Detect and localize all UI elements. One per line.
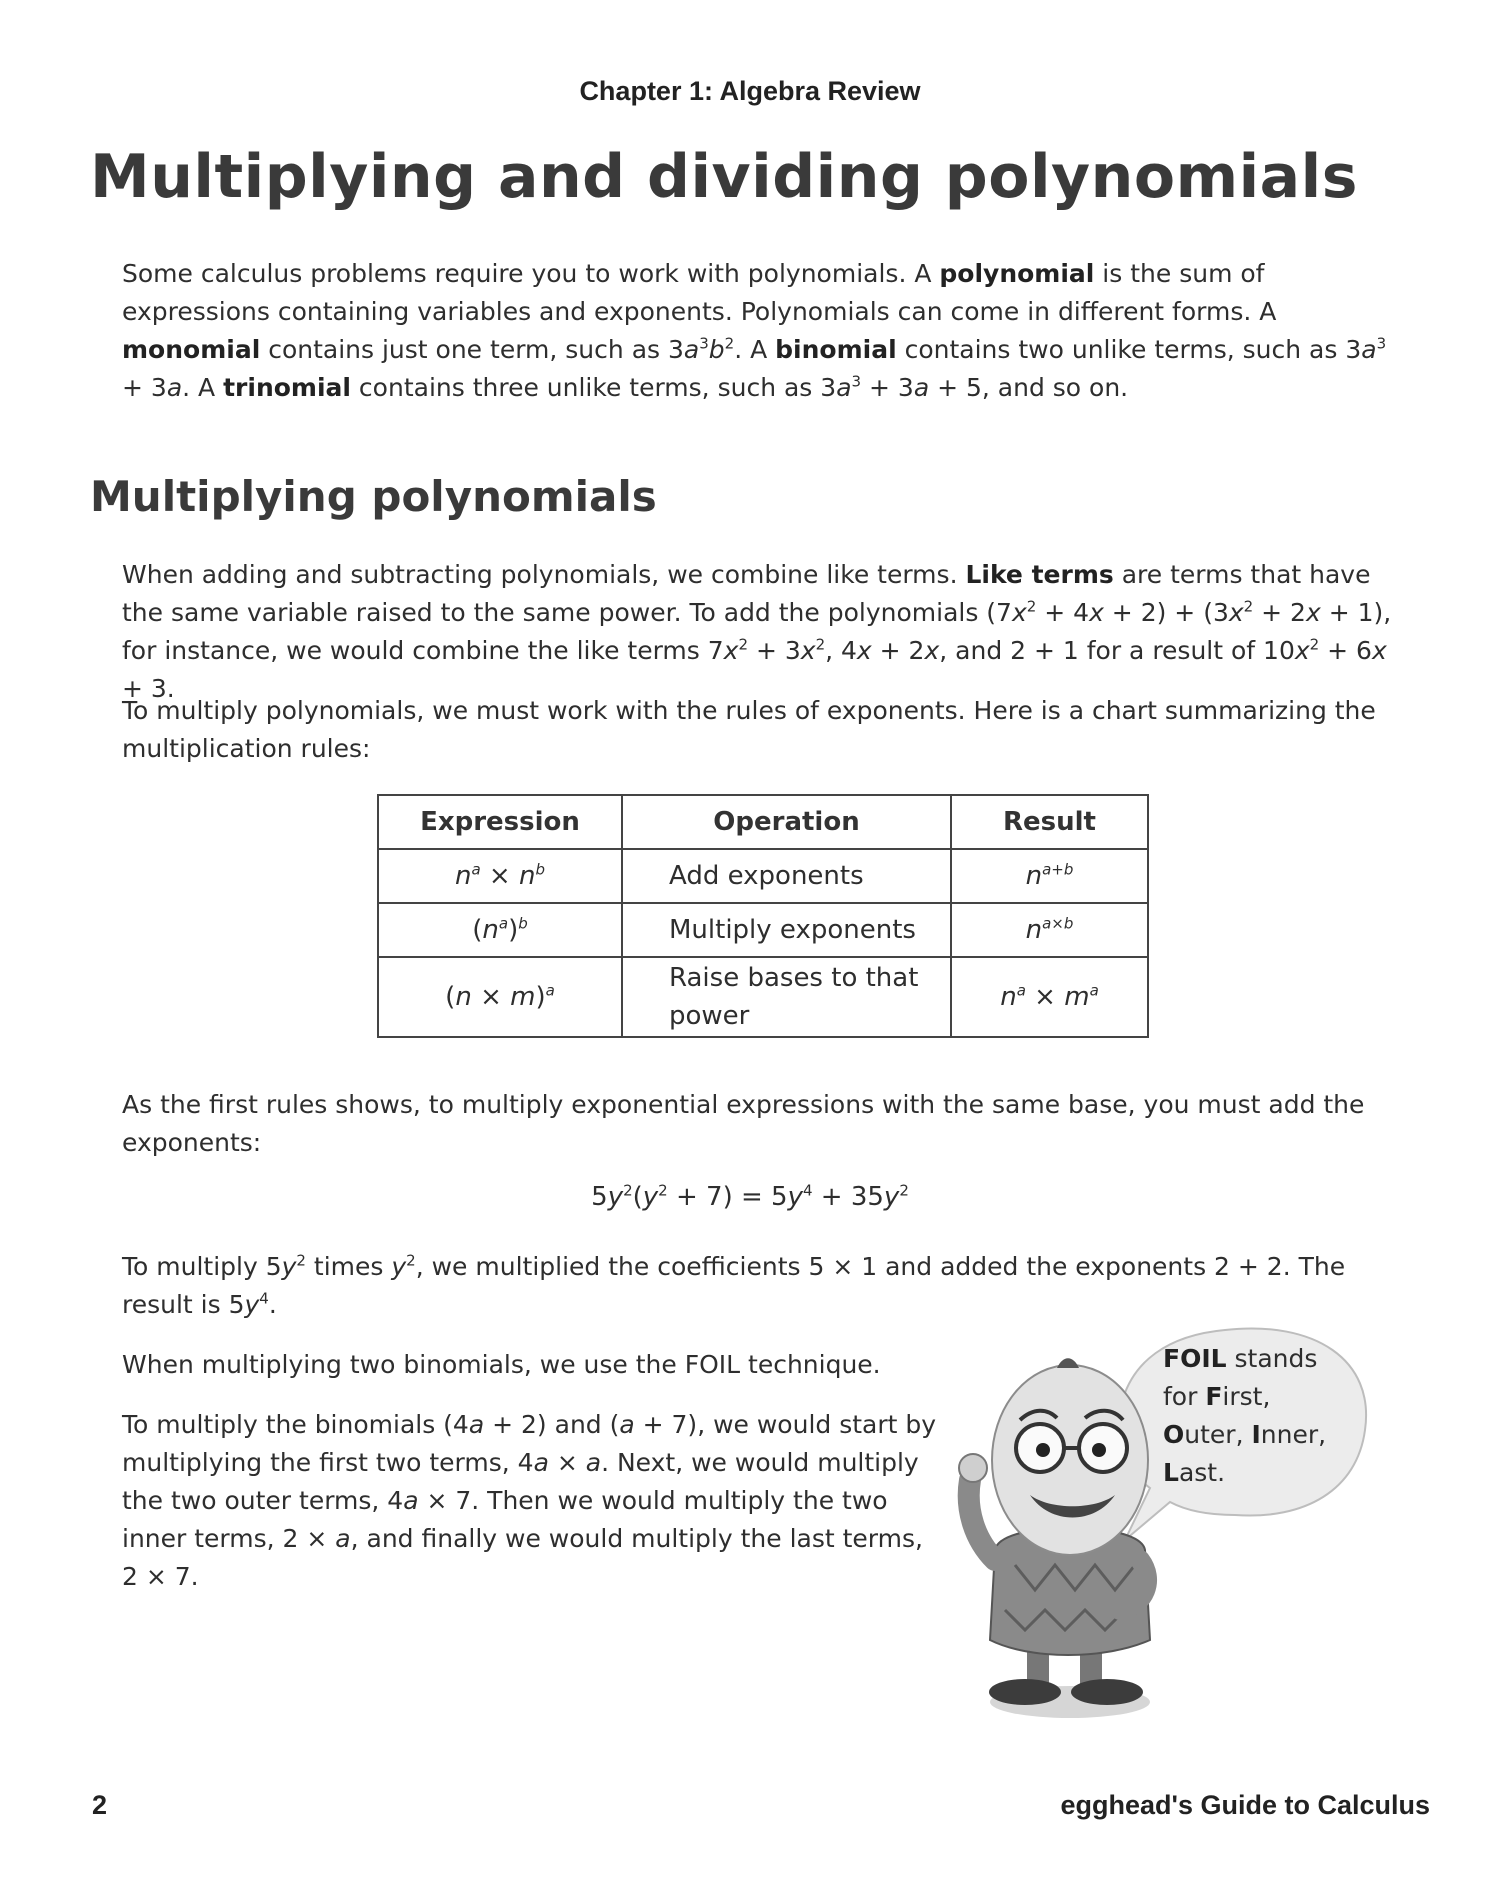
section-title: Multiplying polynomials	[90, 472, 657, 521]
table-header: Operation	[622, 795, 951, 849]
table-header: Expression	[378, 795, 622, 849]
example-equation: $5y^2(y^2 + 7) = 5y^4 + 35y^2$	[591, 1181, 909, 1212]
page-title: Multiplying and dividing polynomials	[90, 142, 1358, 212]
coefficients-paragraph: To multiply $5y^2$ times $y^2$, we multiplied the coefficients 5 × 1 and added the exponents 2 + 2. The result is $5y^4$.	[122, 1251, 1346, 1319]
table-row	[378, 903, 1148, 957]
foil-speech-bubble: FOIL stands for First, Outer, Inner, Last.	[1163, 1344, 1327, 1487]
table-row	[378, 849, 1148, 903]
like-terms-paragraph: When adding and subtracting polynomials, we combine like terms. Like terms are terms that have the same variable raised to the same power. To add the polynomials $(7x^2 + 4x + 2) + (3x^2 + 2x + 1)$, for instance, we would combine the like terms $7x^2 + 3x^2$, 4x + 2x, and 2 + 1 for a result of $10x^2 + 6x + 3$.	[122, 560, 1392, 703]
chapter-header: Chapter 1: Algebra Review	[579, 76, 921, 106]
table-cell-expression: $(n \times m)^a$	[378, 957, 622, 1037]
page-number: 2	[92, 1790, 108, 1820]
foil-intro-paragraph: When multiplying two binomials, we use the FOIL technique.	[122, 1350, 881, 1379]
table-cell-result: $n^{a+b}$	[951, 849, 1148, 903]
table-cell-operation: Add exponents	[622, 849, 951, 903]
table-cell-expression: $(n^a)^b$	[378, 903, 622, 957]
exponent-rules-intro: To multiply polynomials, we must work with the rules of exponents. Here is a chart summarizing the multiplication rules:	[122, 696, 1376, 763]
table-cell-operation: Raise bases to that power	[622, 957, 951, 1037]
table-header: Result	[951, 795, 1148, 849]
table-cell-result: $n^a \times m^a$	[951, 957, 1148, 1037]
table-cell-operation: Multiply exponents	[622, 903, 951, 957]
exponent-rules-table	[377, 794, 1149, 1038]
intro-paragraph: Some calculus problems require you to work with polynomials. A polynomial is the sum of expressions containing variables and exponents. Polynomials can come in different forms. A monomial contains just one term, such as $3a^3b^2$. A binomial contains two unlike terms, such as $3a^3 + 3a$. A trinomial contains three unlike terms, such as $3a^3 + 3a + 5$, and so on.	[122, 259, 1387, 402]
table-row	[378, 957, 1148, 1037]
table-cell-result: $n^{a\times b}$	[951, 903, 1148, 957]
book-title: egghead's Guide to Calculus	[1060, 1790, 1430, 1820]
table-cell-expression: $n^a \times n^b$	[378, 849, 622, 903]
table-header-row	[378, 795, 1148, 849]
same-base-paragraph: As the first rules shows, to multiply exponential expressions with the same base, you must add the exponents:	[122, 1090, 1365, 1157]
binomials-paragraph: To multiply the binomials (4a + 2) and (a + 7), we would start by multiplying the first two terms, 4a × a. Next, we would multiply the two outer terms, 4a × 7. Then we would multiply the two inner terms, 2 × a, and finally we would multiply the last terms, 2 × 7.	[122, 1410, 937, 1591]
